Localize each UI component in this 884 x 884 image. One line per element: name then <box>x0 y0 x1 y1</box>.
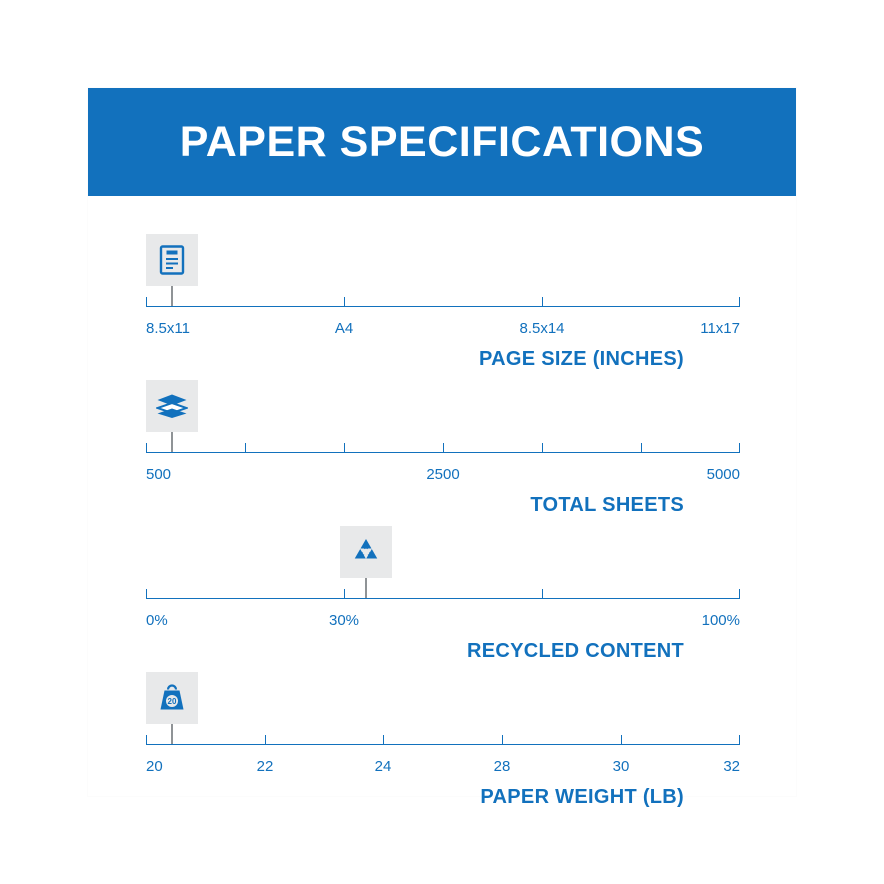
axis-tick-label: 100% <box>701 612 740 629</box>
axis-tick <box>621 735 622 744</box>
axis-tick <box>344 297 345 306</box>
axis-tick-label: 5000 <box>706 466 740 483</box>
svg-text:20: 20 <box>167 697 177 706</box>
axis-tick <box>146 443 147 452</box>
axis-paper-weight <box>146 744 740 808</box>
axis-tick <box>542 443 543 452</box>
axis-title: PAPER WEIGHT (LB) <box>480 786 684 808</box>
axis-marker <box>171 731 173 744</box>
axis-tick <box>443 443 444 452</box>
specification-card <box>88 88 796 808</box>
axis-tick-label: 30% <box>328 612 360 629</box>
axis-tick <box>344 443 345 452</box>
axis-tick <box>739 735 740 744</box>
card-header <box>88 88 796 196</box>
axis-tick <box>542 589 543 598</box>
axis-tick-label: 11x17 <box>700 320 740 337</box>
axis-tick-label: 30 <box>612 758 630 775</box>
axis-tick <box>146 297 147 306</box>
axis-tick-label: A4 <box>334 320 354 337</box>
axis-page-size <box>146 306 740 370</box>
recycle-icon <box>340 526 392 578</box>
axis-tick-label: 2500 <box>426 466 460 483</box>
axis-marker <box>365 585 367 598</box>
axis-tick-label: 24 <box>374 758 392 775</box>
axis-tick-label: 20 <box>146 758 163 775</box>
axis-marker <box>171 293 173 306</box>
axis-recycled-content <box>146 598 740 662</box>
axis-tick <box>146 589 147 598</box>
document-icon <box>146 234 198 286</box>
axis-tick-label: 0% <box>146 612 168 629</box>
paper-stack-icon <box>146 380 198 432</box>
weight-20-icon <box>146 672 198 724</box>
axis-tick-label: 28 <box>493 758 511 775</box>
axis-tick <box>245 443 246 452</box>
axis-tick <box>739 297 740 306</box>
axis-tick <box>641 443 642 452</box>
axis-marker <box>171 439 173 452</box>
axis-title: RECYCLED CONTENT <box>466 640 684 662</box>
axis-tick <box>265 735 266 744</box>
axis-tick <box>542 297 543 306</box>
axis-tick <box>146 735 147 744</box>
page-title: PAPER SPECIFICATIONS <box>179 117 705 166</box>
axis-tick-label: 500 <box>146 466 172 483</box>
axis-tick <box>502 735 503 744</box>
axis-total-sheets <box>146 452 740 516</box>
axis-tick-label: 8.5x11 <box>146 320 190 337</box>
axis-tick <box>739 443 740 452</box>
axis-tick-label: 8.5x14 <box>519 320 565 337</box>
axis-tick-label: 22 <box>256 758 274 775</box>
axis-tick <box>344 589 345 598</box>
axis-tick <box>383 735 384 744</box>
axis-tick <box>739 589 740 598</box>
axis-title: TOTAL SHEETS <box>530 494 684 516</box>
axis-title: PAGE SIZE (INCHES) <box>478 348 684 370</box>
axis-tick-label: 32 <box>723 758 740 775</box>
